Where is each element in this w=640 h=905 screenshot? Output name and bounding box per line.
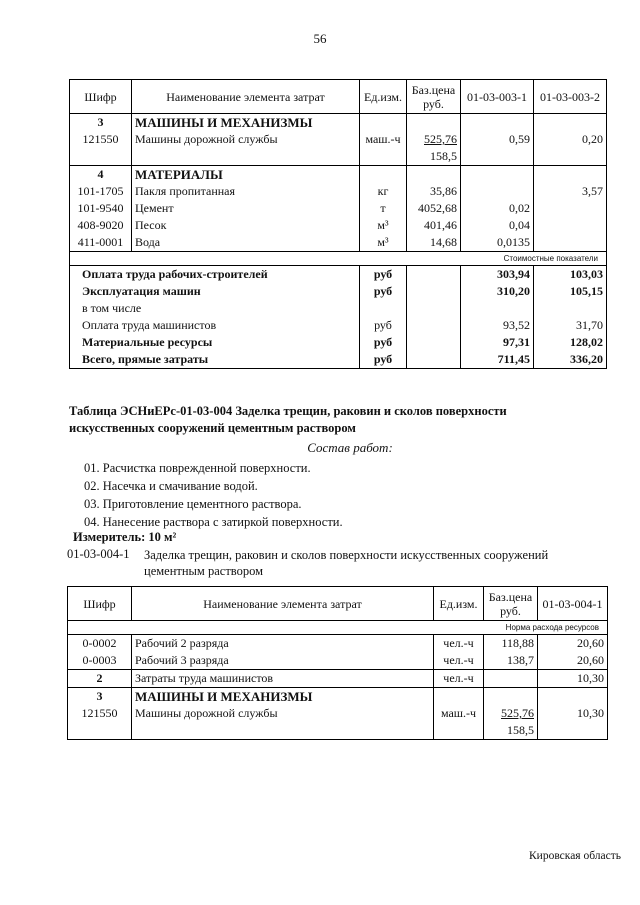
table-row: 411-0001 Вода м³ 14,68 0,0135 xyxy=(70,234,607,252)
table-row: 101-9540 Цемент т 4052,68 0,02 xyxy=(70,200,607,217)
resource-table-2 xyxy=(67,586,608,740)
item-code: 01-03-004-1 xyxy=(67,547,130,561)
col-header-price: Баз.цена руб. xyxy=(484,587,538,621)
table-row-sub: 158,5 xyxy=(70,148,607,166)
table-row: 0-0002 Рабочий 2 разряда чел.-ч 118,88 20,60 xyxy=(68,635,608,653)
section-row-machines: 3 МАШИНЫ И МЕХАНИЗМЫ xyxy=(68,688,608,706)
section-title: Таблица ЭСНиЕРс-01-03-004 Заделка трещин, раковин и сколов поверхности искусственных сооружений цементным раствором xyxy=(69,404,507,435)
table-row-sub: 158,5 xyxy=(68,722,608,740)
page-number: 56 xyxy=(313,31,327,46)
works-title: Состав работ: xyxy=(307,440,393,455)
col-header-norm-2: 01-03-003-2 xyxy=(534,80,607,114)
summary-row: Всего, прямые затраты руб 711,45 336,20 xyxy=(70,351,607,369)
list-item: 03. Приготовление цементного раствора. xyxy=(84,497,302,511)
section-row-machines: 3 МАШИНЫ И МЕХАНИЗМЫ xyxy=(70,114,607,132)
col-header-norm-1: 01-03-003-1 xyxy=(461,80,534,114)
table-row: 101-1705 Пакля пропитанная кг 35,86 3,57 xyxy=(70,183,607,200)
table-row: 0-0003 Рабочий 3 разряда чел.-ч 138,7 20,60 xyxy=(68,652,608,670)
section-row-wages: 2 Затраты труда машинистов чел.-ч 10,30 xyxy=(68,670,608,688)
col-header-name: Наименование элемента затрат xyxy=(132,80,360,114)
list-item: 02. Насечка и смачивание водой. xyxy=(84,479,258,493)
col-header-unit: Ед.изм. xyxy=(434,587,484,621)
summary-row: Эксплуатация машин руб 310,20 105,15 xyxy=(70,283,607,300)
table-row: 121550 Машины дорожной службы маш.-ч 525,76 0,59 0,20 xyxy=(70,131,607,148)
col-header-unit: Ед.изм. xyxy=(360,80,407,114)
summary-row: Материальные ресурсы руб 97,31 128,02 xyxy=(70,334,607,351)
norm-header-row: Норма расхода ресурсов xyxy=(68,621,608,635)
col-header-norm-1: 01-03-004-1 xyxy=(538,587,608,621)
cost-header-row: Стоимостные показатели xyxy=(70,252,607,266)
summary-row: Оплата труда машинистов руб 93,52 31,70 xyxy=(70,317,607,334)
summary-row: Оплата труда рабочих-строителей руб 303,94 103,03 xyxy=(70,266,607,284)
col-header-price: Баз.цена руб. xyxy=(407,80,461,114)
col-header-name: Наименование элемента затрат xyxy=(132,587,434,621)
summary-row: в том числе xyxy=(70,300,607,317)
table-row: 121550 Машины дорожной службы маш.-ч 525,76 10,30 xyxy=(68,705,608,722)
table-row: 408-9020 Песок м³ 401,46 0,04 xyxy=(70,217,607,234)
section-row-materials: 4 МАТЕРИАЛЫ xyxy=(70,166,607,184)
resource-table-1 xyxy=(69,79,607,369)
works-list xyxy=(84,459,343,531)
col-header-code: Шифр xyxy=(70,80,132,114)
list-item: 01. Расчистка поврежденной поверхности. xyxy=(84,461,311,475)
item-description: Заделка трещин, раковин и сколов поверхности искусственных сооружений цементным раствором xyxy=(144,548,549,578)
footer-region: Кировская область xyxy=(529,850,622,862)
meter-label: Измеритель: 10 м² xyxy=(73,530,177,544)
list-item: 04. Нанесение раствора с затиркой поверхности. xyxy=(84,515,343,529)
col-header-code: Шифр xyxy=(68,587,132,621)
